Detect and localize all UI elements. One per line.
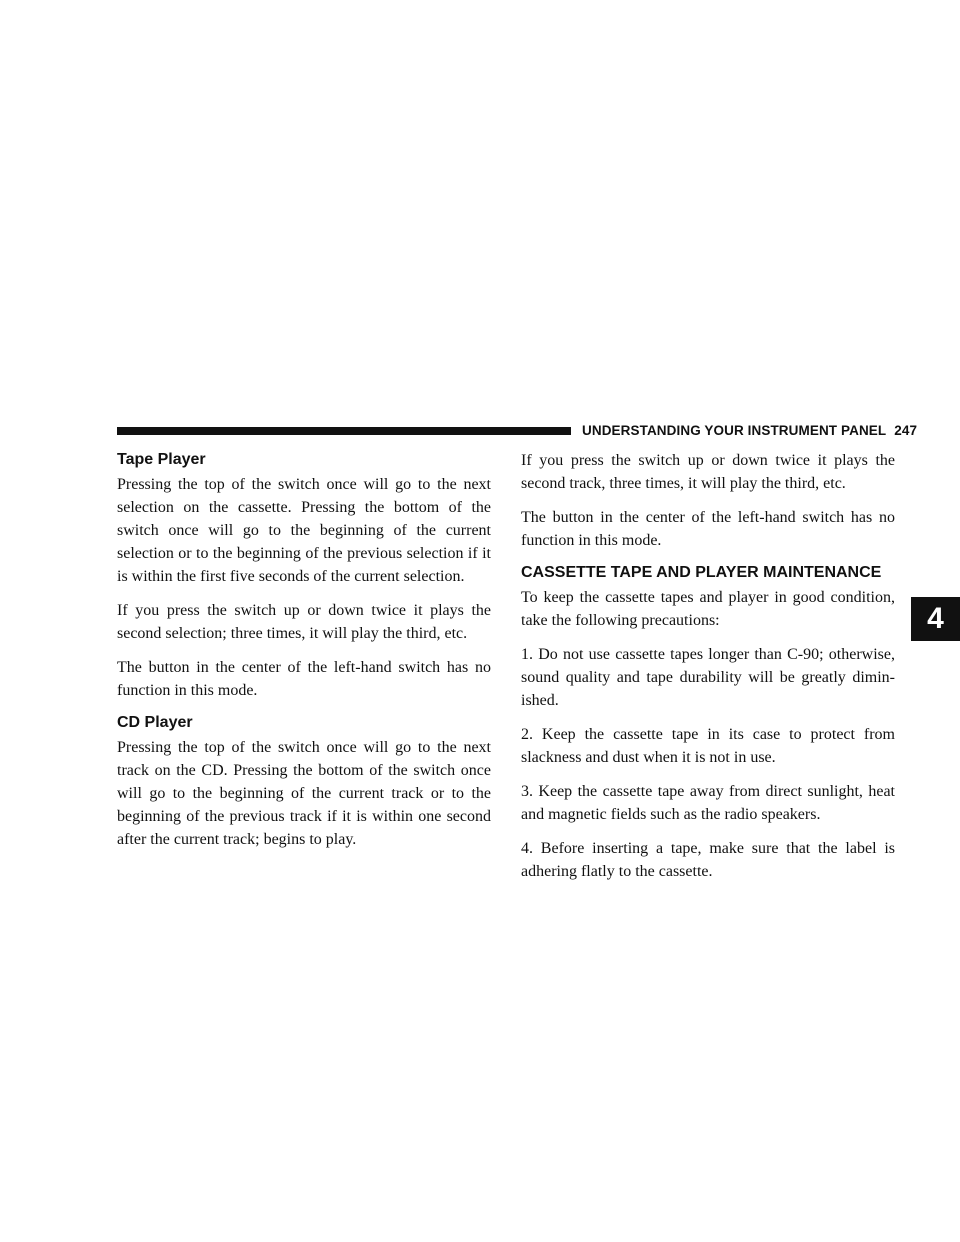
tape-player-heading: Tape Player (117, 451, 206, 468)
section-title: UNDERSTANDING YOUR INSTRUMENT PANEL (582, 423, 887, 438)
maintenance-heading: CASSETTE TAPE AND PLAYER MAINTENANCE (521, 564, 882, 581)
paragraph: The button in the center of the left-hand switch has no function in this mode. (521, 509, 895, 549)
running-header (582, 423, 917, 439)
list-item: 1. Do not use cassette tapes longer than C-90; otherwise, sound quality and tape durability will be greatly dimin- ished. (521, 646, 895, 709)
page-number: 247 (894, 423, 918, 438)
header-rule (117, 427, 571, 435)
right-column (521, 449, 895, 894)
paragraph: Pressing the top of the switch once will go to the next selection on the cassette. Pressing the bottom of the switch once will go to the beginning of the current selection or to the beginning of the previous selection if it is within the first five seconds of the current selection. (117, 476, 491, 585)
cd-player-heading: CD Player (117, 714, 193, 731)
paragraph: If you press the switch up or down twice it plays the second selection; three times, it will play the third, etc. (117, 602, 491, 642)
left-column (117, 450, 491, 862)
chapter-tab: 4 (911, 597, 960, 641)
list-item: 2. Keep the cassette tape in its case to protect from slackness and dust when it is not in use. (521, 726, 895, 766)
paragraph: To keep the cassette tapes and player in good condition, take the following precautions: (521, 589, 895, 629)
list-item: 4. Before inserting a tape, make sure that the label is adhering flatly to the cassette. (521, 840, 895, 880)
list-item: 3. Keep the cassette tape away from direct sunlight, heat and magnetic fields such as the radio speakers. (521, 783, 895, 823)
paragraph: Pressing the top of the switch once will go to the next track on the CD. Pressing the bottom of the switch once will go to the beginning of the current track or to the beginning of the previous track if it is within one second after the current track; begins to play. (117, 739, 491, 848)
paragraph: The button in the center of the left-hand switch has no function in this mode. (117, 659, 491, 699)
paragraph: If you press the switch up or down twice it plays the second track, three times, it will play the third, etc. (521, 452, 895, 492)
